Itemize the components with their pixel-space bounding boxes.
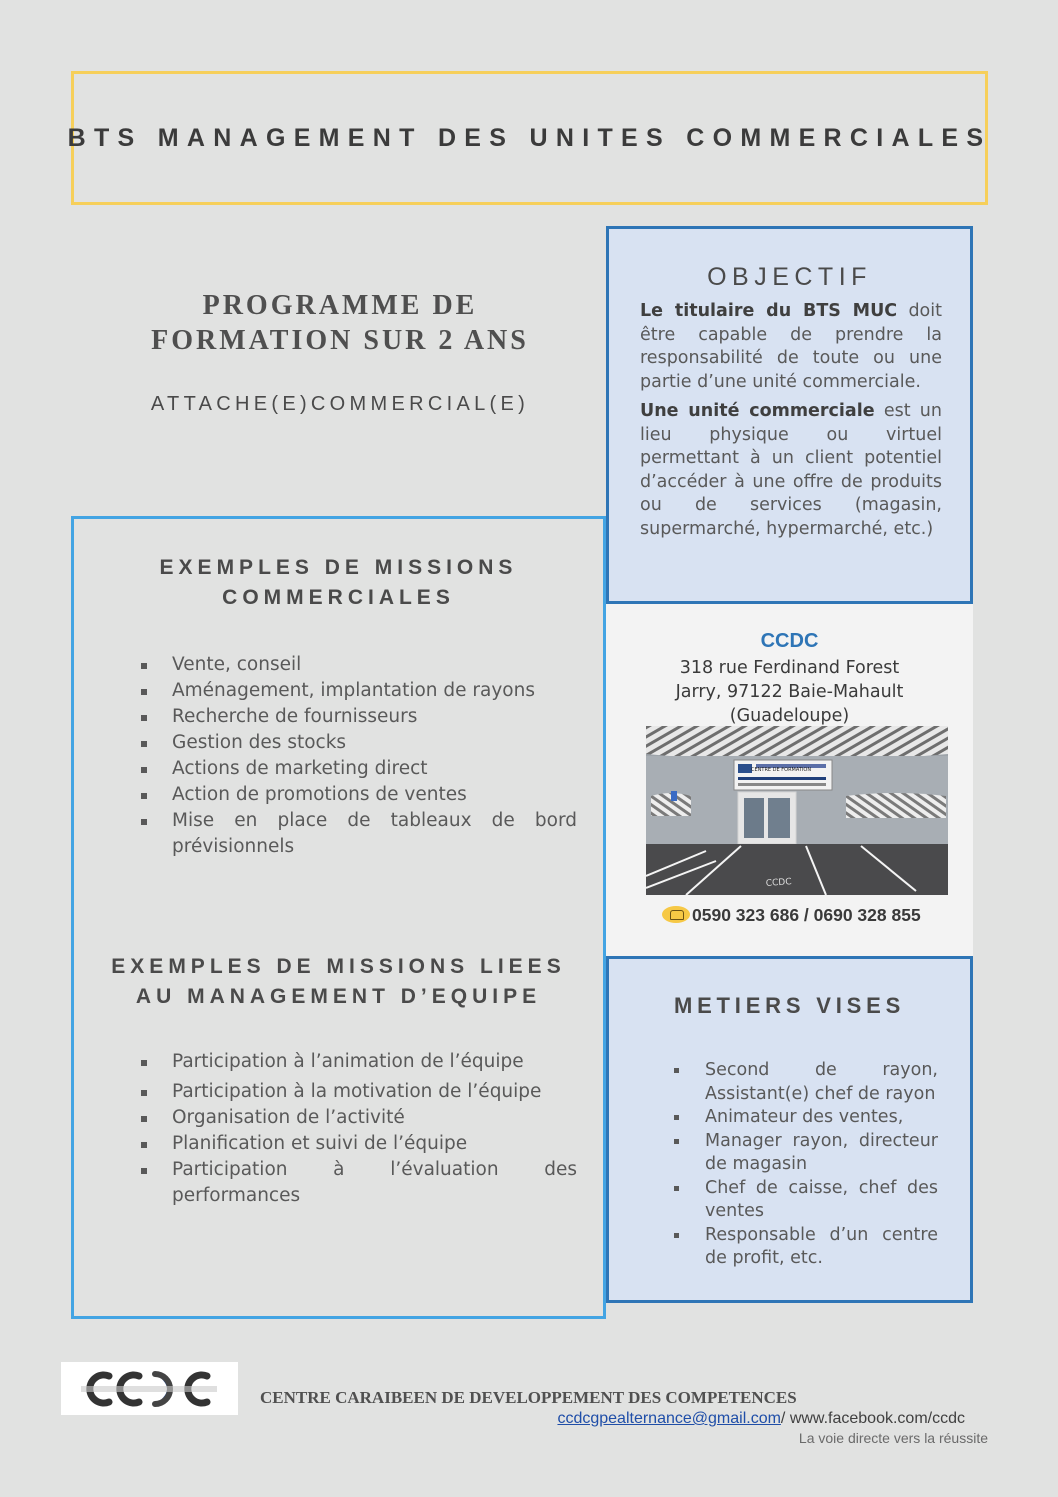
contact-name: CCDC	[760, 630, 819, 652]
heading-line: EXEMPLES DE MISSIONS	[159, 556, 518, 579]
address-line: (Guadeloupe)	[729, 706, 850, 726]
email-link[interactable]: ccdcgpealternance@gmail.com	[557, 1410, 781, 1427]
heading-line: EXEMPLES DE MISSIONS LIEES	[111, 955, 566, 978]
title-box	[67, 71, 992, 205]
ccdc-logo	[61, 1362, 238, 1415]
objectif-paragraph	[640, 400, 942, 541]
list-item: Second de rayon, Assistant(e) chef de rayon	[609, 1059, 970, 1106]
phone-icon	[662, 906, 690, 923]
list-item: Mise en place de tableaux de bord prévisionnels	[74, 808, 603, 860]
footer-org-name: CENTRE CARAIBEEN DE DEVELOPPEMENT DES COMPETENCES	[260, 1388, 797, 1407]
list-item: Animateur des ventes,	[609, 1106, 970, 1130]
footer-tagline: La voie directe vers la réussite	[798, 1430, 988, 1446]
missions-commerciales-heading	[74, 553, 603, 613]
programme-title-line1: PROGRAMME DE	[202, 290, 478, 321]
photo-sign-text: CENTRE DE FORMATION	[751, 767, 812, 773]
address-line: Jarry, 97122 Baie-Mahault	[675, 682, 904, 702]
contact-phone	[662, 905, 982, 926]
metiers-box	[606, 956, 973, 1303]
list-item: Organisation de l’activité	[74, 1105, 603, 1131]
missions-box	[71, 516, 606, 1319]
list-item: Manager rayon, directeur de magasin	[609, 1130, 970, 1177]
list-item: Action de promotions de ventes	[74, 782, 603, 808]
list-item: Vente, conseil	[74, 652, 603, 678]
phone-number: 0590 323 686 / 0690 328 855	[692, 905, 921, 925]
bold-term: Une unité commerciale	[640, 401, 875, 421]
facebook-link[interactable]: / www.facebook.com/ccdc	[780, 1410, 965, 1427]
paragraph-text: doit être capable de prendre la responsabilité de toute ou une partie d’une unité commerciale.	[640, 301, 942, 392]
metiers-list	[609, 1059, 970, 1271]
list-item: Gestion des stocks	[74, 730, 603, 756]
list-item: Planification et suivi de l’équipe	[74, 1131, 603, 1157]
heading-line: COMMERCIALES	[222, 586, 455, 609]
heading-line: AU MANAGEMENT D’EQUIPE	[135, 985, 542, 1008]
objectif-paragraph	[640, 300, 942, 394]
footer-links	[557, 1410, 965, 1428]
page-title: BTS MANAGEMENT DES UNITES COMMERCIALES	[67, 123, 992, 152]
paragraph-text: est un lieu physique ou virtuel permettant à un client potentiel d’accéder à une offre de produits ou de services (magasin, supermarché, hypermarché, etc.)	[640, 401, 942, 539]
objectif-heading: OBJECTIF	[707, 263, 872, 291]
list-item: Aménagement, implantation de rayons	[74, 678, 603, 704]
contact-box	[606, 604, 973, 956]
programme-title	[80, 288, 600, 358]
list-item: Actions de marketing direct	[74, 756, 603, 782]
list-item: Participation à l’évaluation des performances	[74, 1157, 603, 1209]
missions-management-list	[74, 1049, 603, 1209]
list-item: Responsable d’un centre de profit, etc.	[609, 1224, 970, 1271]
bold-term: Le titulaire du BTS MUC	[640, 301, 898, 321]
photo-ground-text: CCDC	[765, 877, 792, 889]
address-line: 318 rue Ferdinand Forest	[679, 658, 900, 678]
list-item: Participation à la motivation de l’équipe	[74, 1079, 603, 1105]
missions-management-heading	[74, 952, 603, 1012]
objectif-box	[606, 226, 973, 604]
programme-subtitle: ATTACHE(E)COMMERCIAL(E)	[150, 393, 530, 415]
list-item: Participation à l’animation de l’équipe	[74, 1049, 603, 1075]
programme-title-line2: FORMATION SUR 2 ANS	[151, 325, 529, 356]
contact-address	[606, 656, 973, 728]
building-photo	[646, 726, 948, 895]
objectif-text	[640, 300, 942, 547]
missions-commerciales-list	[74, 652, 603, 860]
list-item: Chef de caisse, chef des ventes	[609, 1177, 970, 1224]
list-item: Recherche de fournisseurs	[74, 704, 603, 730]
metiers-heading: METIERS VISES	[673, 993, 906, 1018]
